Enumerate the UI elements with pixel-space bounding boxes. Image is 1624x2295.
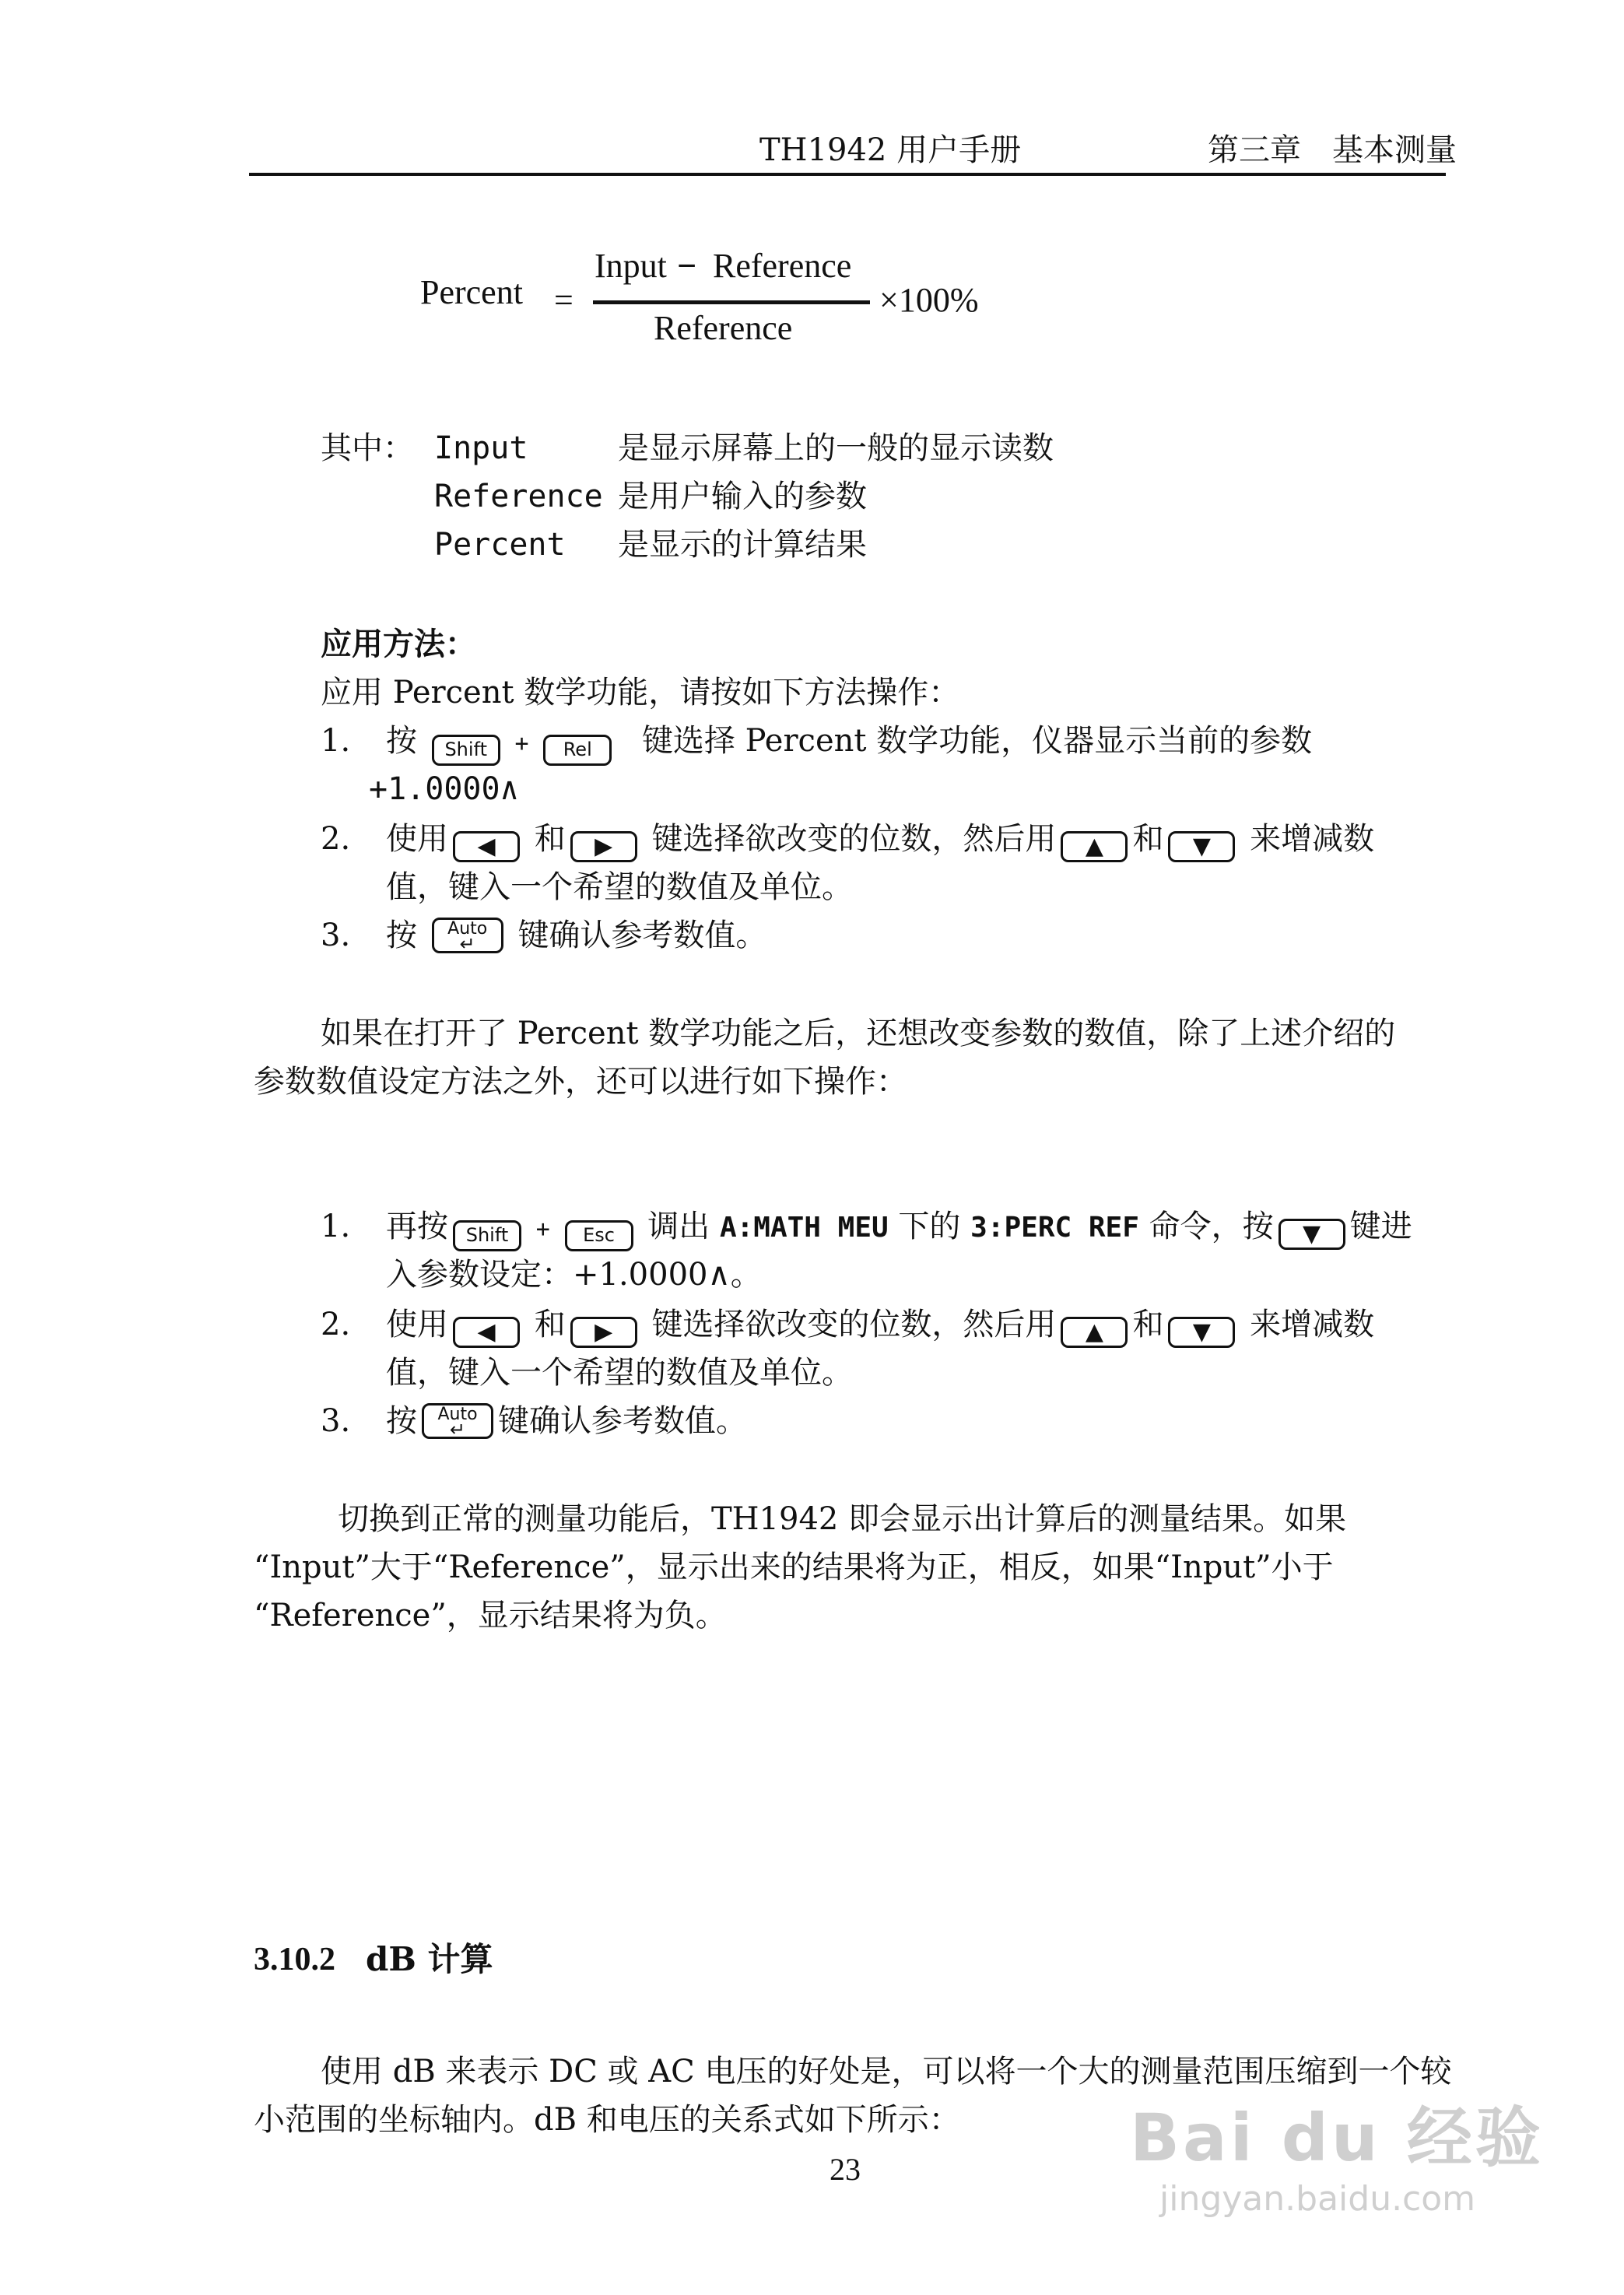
esc-key: Esc bbox=[565, 1220, 633, 1251]
formula-denominator: Reference bbox=[654, 309, 793, 347]
header-rule bbox=[249, 173, 1446, 176]
where-desc: 是显示的计算结果 bbox=[618, 527, 867, 563]
paragraph-line: 切换到正常的测量功能后，TH1942 即会显示出计算后的测量结果。如果 bbox=[338, 1501, 1347, 1537]
step-text: 键确认参考数值。 bbox=[517, 918, 767, 953]
paragraph-line: 小范围的坐标轴内。dB 和电压的关系式如下所示： bbox=[254, 2102, 960, 2138]
step-text: 键选择欲改变的位数，然后用 bbox=[651, 821, 1057, 857]
step-text: 按 bbox=[386, 918, 417, 953]
where-term: Reference bbox=[434, 479, 603, 514]
step-number: 3. bbox=[321, 1403, 351, 1439]
step-number: 2. bbox=[321, 821, 351, 857]
paragraph-line: “Input”大于“Reference”，显示出来的结果将为正，相反，如果“Input”小于 bbox=[254, 1549, 1334, 1585]
where-desc: 是用户输入的参数 bbox=[618, 479, 867, 514]
step-2-row bbox=[386, 1301, 1374, 1348]
paragraph-line: “Reference”，显示结果将为负。 bbox=[254, 1598, 727, 1634]
step-text: 值，键入一个希望的数值及单位。 bbox=[386, 1355, 853, 1391]
up-arrow-key: ▲ bbox=[1061, 1317, 1128, 1348]
step-text: 按 bbox=[386, 723, 417, 759]
method-intro: 应用 Percent 数学功能，请按如下方法操作： bbox=[321, 675, 960, 711]
step-text: 键确认参考数值。 bbox=[498, 1403, 747, 1439]
formula-minus: − bbox=[677, 247, 697, 285]
down-arrow-key: ▼ bbox=[1279, 1219, 1345, 1250]
step-text: 值，键入一个希望的数值及单位。 bbox=[386, 869, 853, 905]
header-title: TH1942 用户手册 bbox=[759, 132, 1022, 168]
step-text: 使用 bbox=[386, 821, 448, 857]
formula-equals: = bbox=[554, 281, 573, 319]
step-text: 命令，按 bbox=[1138, 1209, 1274, 1244]
plus-sign: + bbox=[514, 730, 529, 757]
step-number: 1. bbox=[321, 723, 351, 759]
step-text: 调出 bbox=[647, 1209, 720, 1244]
where-term: Input bbox=[434, 430, 528, 466]
where-term: Percent bbox=[434, 527, 566, 563]
formula-times-100: ×100% bbox=[879, 281, 979, 319]
menu-command: A:MATH MEU bbox=[719, 1212, 889, 1244]
step-text: 键进 bbox=[1349, 1209, 1412, 1244]
step-text: 键选择欲改变的位数，然后用 bbox=[651, 1307, 1057, 1342]
watermark-url: jingyan.baidu.com bbox=[1159, 2179, 1476, 2219]
down-arrow-key: ▼ bbox=[1168, 831, 1235, 862]
step-text: 来增减数 bbox=[1250, 821, 1375, 857]
step-1-row bbox=[386, 718, 1312, 767]
paragraph-line: 如果在打开了 Percent 数学功能之后，还想改变参数的数值，除了上述介绍的 bbox=[321, 1016, 1396, 1051]
step-text: 和 bbox=[534, 1307, 566, 1342]
paragraph-line: 使用 dB 来表示 DC 或 AC 电压的好处是，可以将一个大的测量范围压缩到一个较 bbox=[321, 2054, 1452, 2090]
step-text: 来增减数 bbox=[1250, 1307, 1375, 1342]
step-3-row bbox=[386, 1398, 747, 1444]
step-number: 1. bbox=[321, 1209, 351, 1244]
step-text: 入参数设定：+1.0000∧。 bbox=[386, 1257, 762, 1293]
up-arrow-key: ▲ bbox=[1061, 831, 1128, 862]
formula-numerator-input: Input bbox=[595, 247, 667, 285]
menu-command: 3:PERC REF bbox=[970, 1212, 1139, 1244]
step-text: 和 bbox=[1132, 1307, 1164, 1342]
header-chapter: 第三章 基本测量 bbox=[1208, 132, 1457, 168]
down-arrow-key: ▼ bbox=[1168, 1317, 1235, 1348]
step-text: 按 bbox=[386, 1403, 417, 1439]
where-label: 其中： bbox=[321, 430, 414, 466]
auto-enter-key: Auto ↵ bbox=[422, 1403, 493, 1439]
where-desc: 是显示屏幕上的一般的显示读数 bbox=[618, 430, 1054, 466]
shift-key: Shift bbox=[432, 735, 500, 766]
left-arrow-key: ◀ bbox=[453, 831, 520, 862]
method-heading: 应用方法： bbox=[321, 626, 476, 662]
baidu-watermark: Bai du 经验 bbox=[1130, 2100, 1544, 2176]
step-text: 键选择 Percent 数学功能，仪器显示当前的参数 bbox=[641, 723, 1313, 759]
step-text: 和 bbox=[1132, 821, 1164, 857]
parameter-value: +1.0000∧ bbox=[369, 771, 519, 807]
step-text: 再按 bbox=[386, 1209, 448, 1244]
step-1-row bbox=[386, 1203, 1412, 1253]
formula-lhs: Percent bbox=[420, 273, 523, 311]
page-number: 23 bbox=[830, 2152, 861, 2187]
step-text: 使用 bbox=[386, 1307, 448, 1342]
paragraph-line: 参数数值设定方法之外，还可以进行如下操作： bbox=[254, 1064, 907, 1100]
step-number: 2. bbox=[321, 1307, 351, 1342]
rel-key: Rel bbox=[543, 735, 612, 766]
step-2-row bbox=[386, 816, 1374, 862]
section-title: dB 计算 bbox=[366, 1940, 493, 1978]
right-arrow-key: ▶ bbox=[570, 1317, 637, 1348]
step-text: 和 bbox=[534, 821, 566, 857]
section-number: 3.10.2 bbox=[254, 1942, 335, 1977]
step-number: 3. bbox=[321, 918, 351, 953]
step-3-row bbox=[386, 912, 766, 959]
shift-key: Shift bbox=[453, 1220, 521, 1251]
step-text: 下的 bbox=[888, 1209, 971, 1244]
plus-sign: + bbox=[535, 1216, 550, 1243]
formula-numerator-reference: Reference bbox=[713, 247, 852, 285]
auto-enter-key: Auto ↵ bbox=[432, 918, 503, 953]
left-arrow-key: ◀ bbox=[453, 1317, 520, 1348]
right-arrow-key: ▶ bbox=[570, 831, 637, 862]
fraction-bar bbox=[593, 300, 870, 304]
